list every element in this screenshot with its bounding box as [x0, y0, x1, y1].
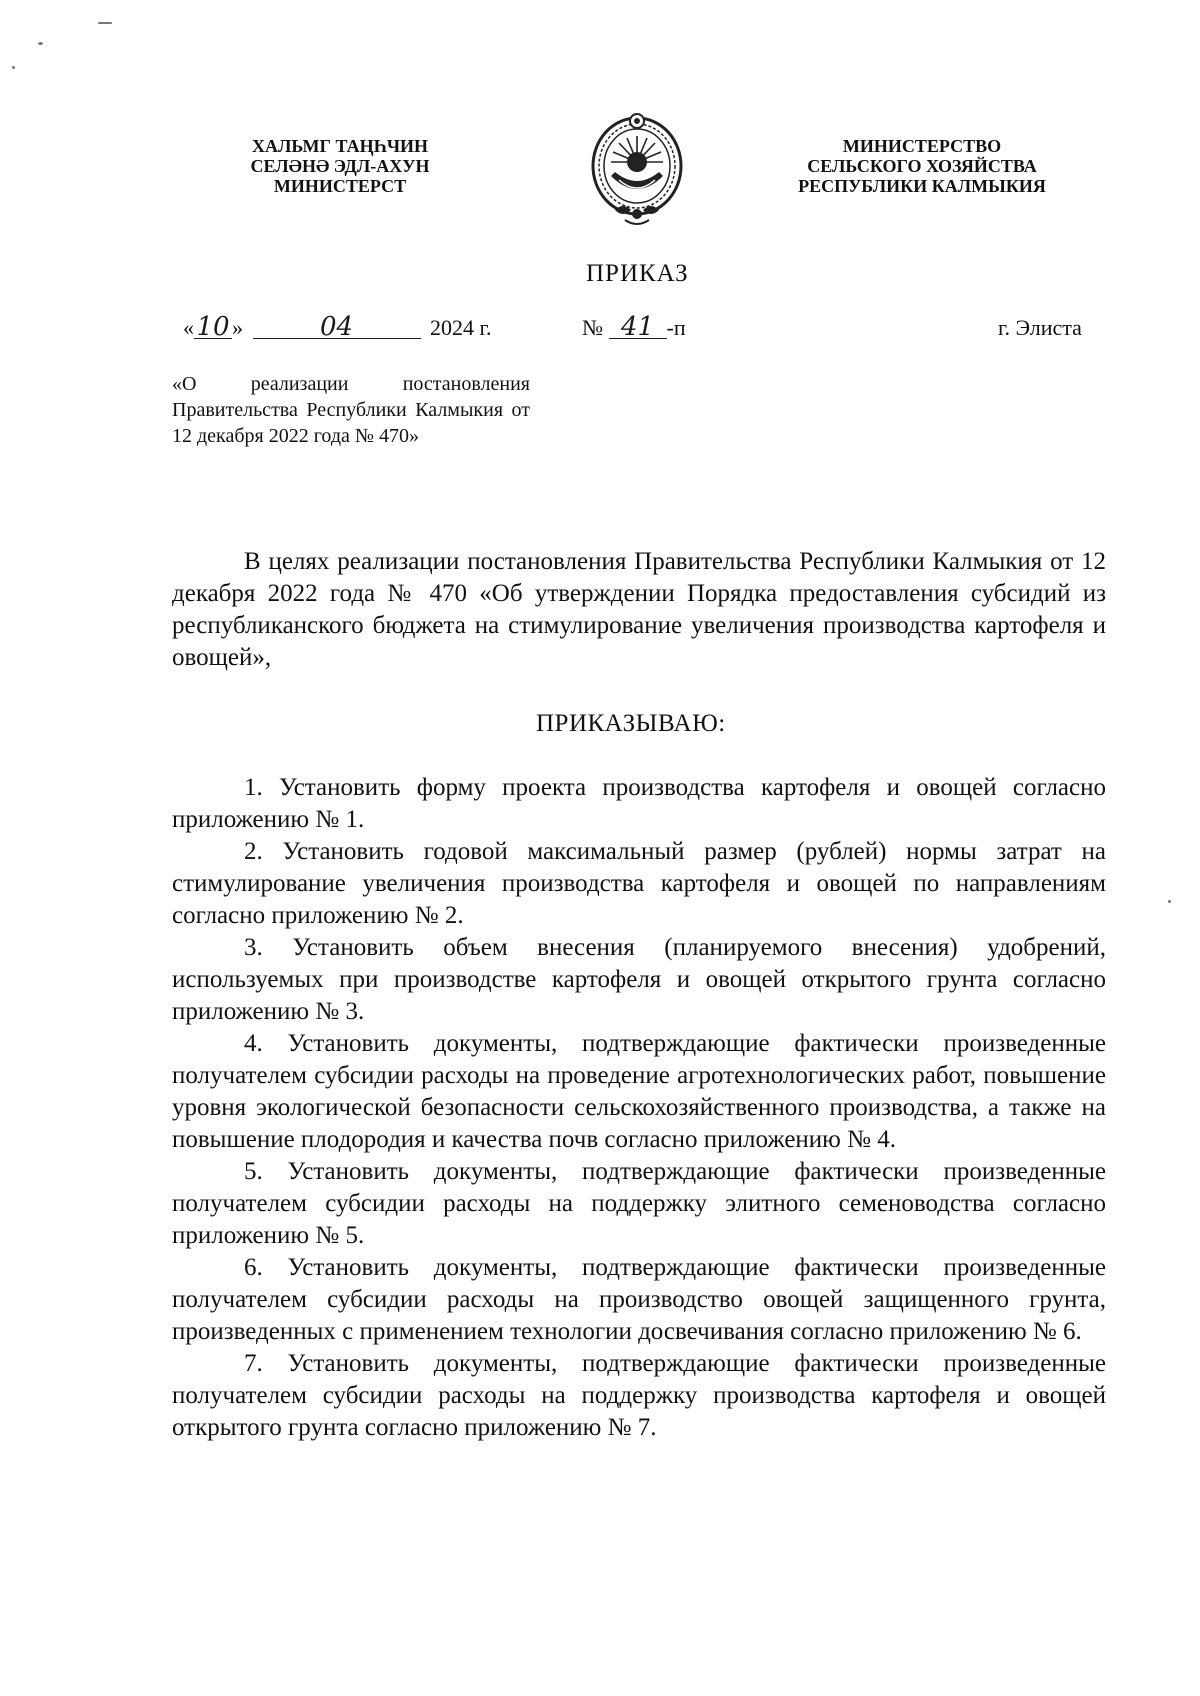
date-day-blank	[194, 312, 232, 342]
preamble-text: В целях реализации постановления Правительства Республики Калмыкия от 12 декабря 2022 года № 470 «Об утверждении Порядка предоставления субсидий из республиканского бюджета на стимулирование увеличения производства картофеля и овощей»,	[172, 548, 1106, 671]
header-right-line: СЕЛЬСКОГО ХОЗЯЙСТВА	[807, 156, 1037, 176]
date-year: 2024 г.	[430, 315, 492, 340]
order-item-4: 4. Установить документы, подтверждающие фактически произведенные получателем субсидии расходы на проведение агротехнологических работ, повышение уровня экологической безопасности сельскохозяйственного производства, а также на повышение плодородия и качества почв согласно приложению № 4.	[172, 1030, 1106, 1153]
document-title: ПРИКАЗ	[586, 260, 689, 287]
date-day-handwritten: 10	[196, 312, 230, 342]
header-right-line: МИНИСТЕРСТВО	[842, 136, 1002, 156]
header-left	[220, 136, 460, 196]
order-item-3: 3. Установить объем внесения (планируемого внесения) удобрений, используемых при производстве картофеля и овощей открытого грунта согласно приложению № 3.	[172, 934, 1106, 1025]
order-item-1: 1. Установить форму проекта производства картофеля и овощей согласно приложению № 1.	[172, 774, 1106, 833]
order-number-blank	[609, 312, 667, 342]
order-number-suffix: -п	[666, 315, 686, 340]
date-month-blank	[253, 312, 421, 342]
order-directive: ПРИКАЗЫВАЮ:	[536, 710, 726, 737]
date-line	[183, 312, 492, 342]
order-number-prefix: №	[582, 315, 603, 340]
header-left-line: МИНИСТЕРСТ	[273, 176, 407, 196]
date-month-handwritten: 04	[319, 312, 354, 342]
order-item-6: 6. Установить документы, подтверждающие фактически произведенные получателем субсидии расходы на производство овощей защищенного грунта, произведенных с применением технологии досвечивания согласно приложению № 6.	[172, 1254, 1106, 1345]
preamble	[172, 546, 1106, 674]
order-item-7: 7. Установить документы, подтверждающие фактически произведенные получателем субсидии расходы на поддержку производства картофеля и овощей открытого грунта согласно приложению № 7.	[172, 1350, 1106, 1441]
order-subject: «О реализации постановления Правительства Республики Калмыкия от 12 декабря 2022 года № 470»	[172, 373, 530, 447]
order-number	[582, 312, 686, 342]
order-item-5: 5. Установить документы, подтверждающие фактически произведенные получателем субсидии расходы на поддержку элитного семеноводства согласно приложению № 5.	[172, 1158, 1106, 1249]
order-items	[172, 772, 1106, 1444]
scan-speck	[12, 66, 15, 69]
city: г. Элиста	[998, 315, 1082, 340]
date-open-quote: «	[183, 315, 194, 340]
header-left-line: ХАЛЬМГ ТАҢҺЧИН	[251, 136, 429, 156]
header-right-line: РЕСПУБЛИКИ КАЛМЫКИЯ	[798, 176, 1046, 196]
scan-speck	[1168, 900, 1171, 903]
header-right	[772, 136, 1072, 196]
scan-speck	[98, 22, 112, 24]
header-left-line: СЕЛӘНӘ ЭДЛ-АХУН	[250, 156, 430, 176]
order-item-2: 2. Установить годовой максимальный размер (рублей) нормы затрат на стимулирование увеличения производства картофеля и овощей по направлениям согласно приложению № 2.	[172, 838, 1106, 929]
date-close-quote: »	[232, 315, 243, 340]
coat-of-arms-kalmykia-icon	[589, 110, 685, 228]
order-number-handwritten: 41	[620, 312, 655, 342]
scan-speck	[38, 42, 43, 45]
